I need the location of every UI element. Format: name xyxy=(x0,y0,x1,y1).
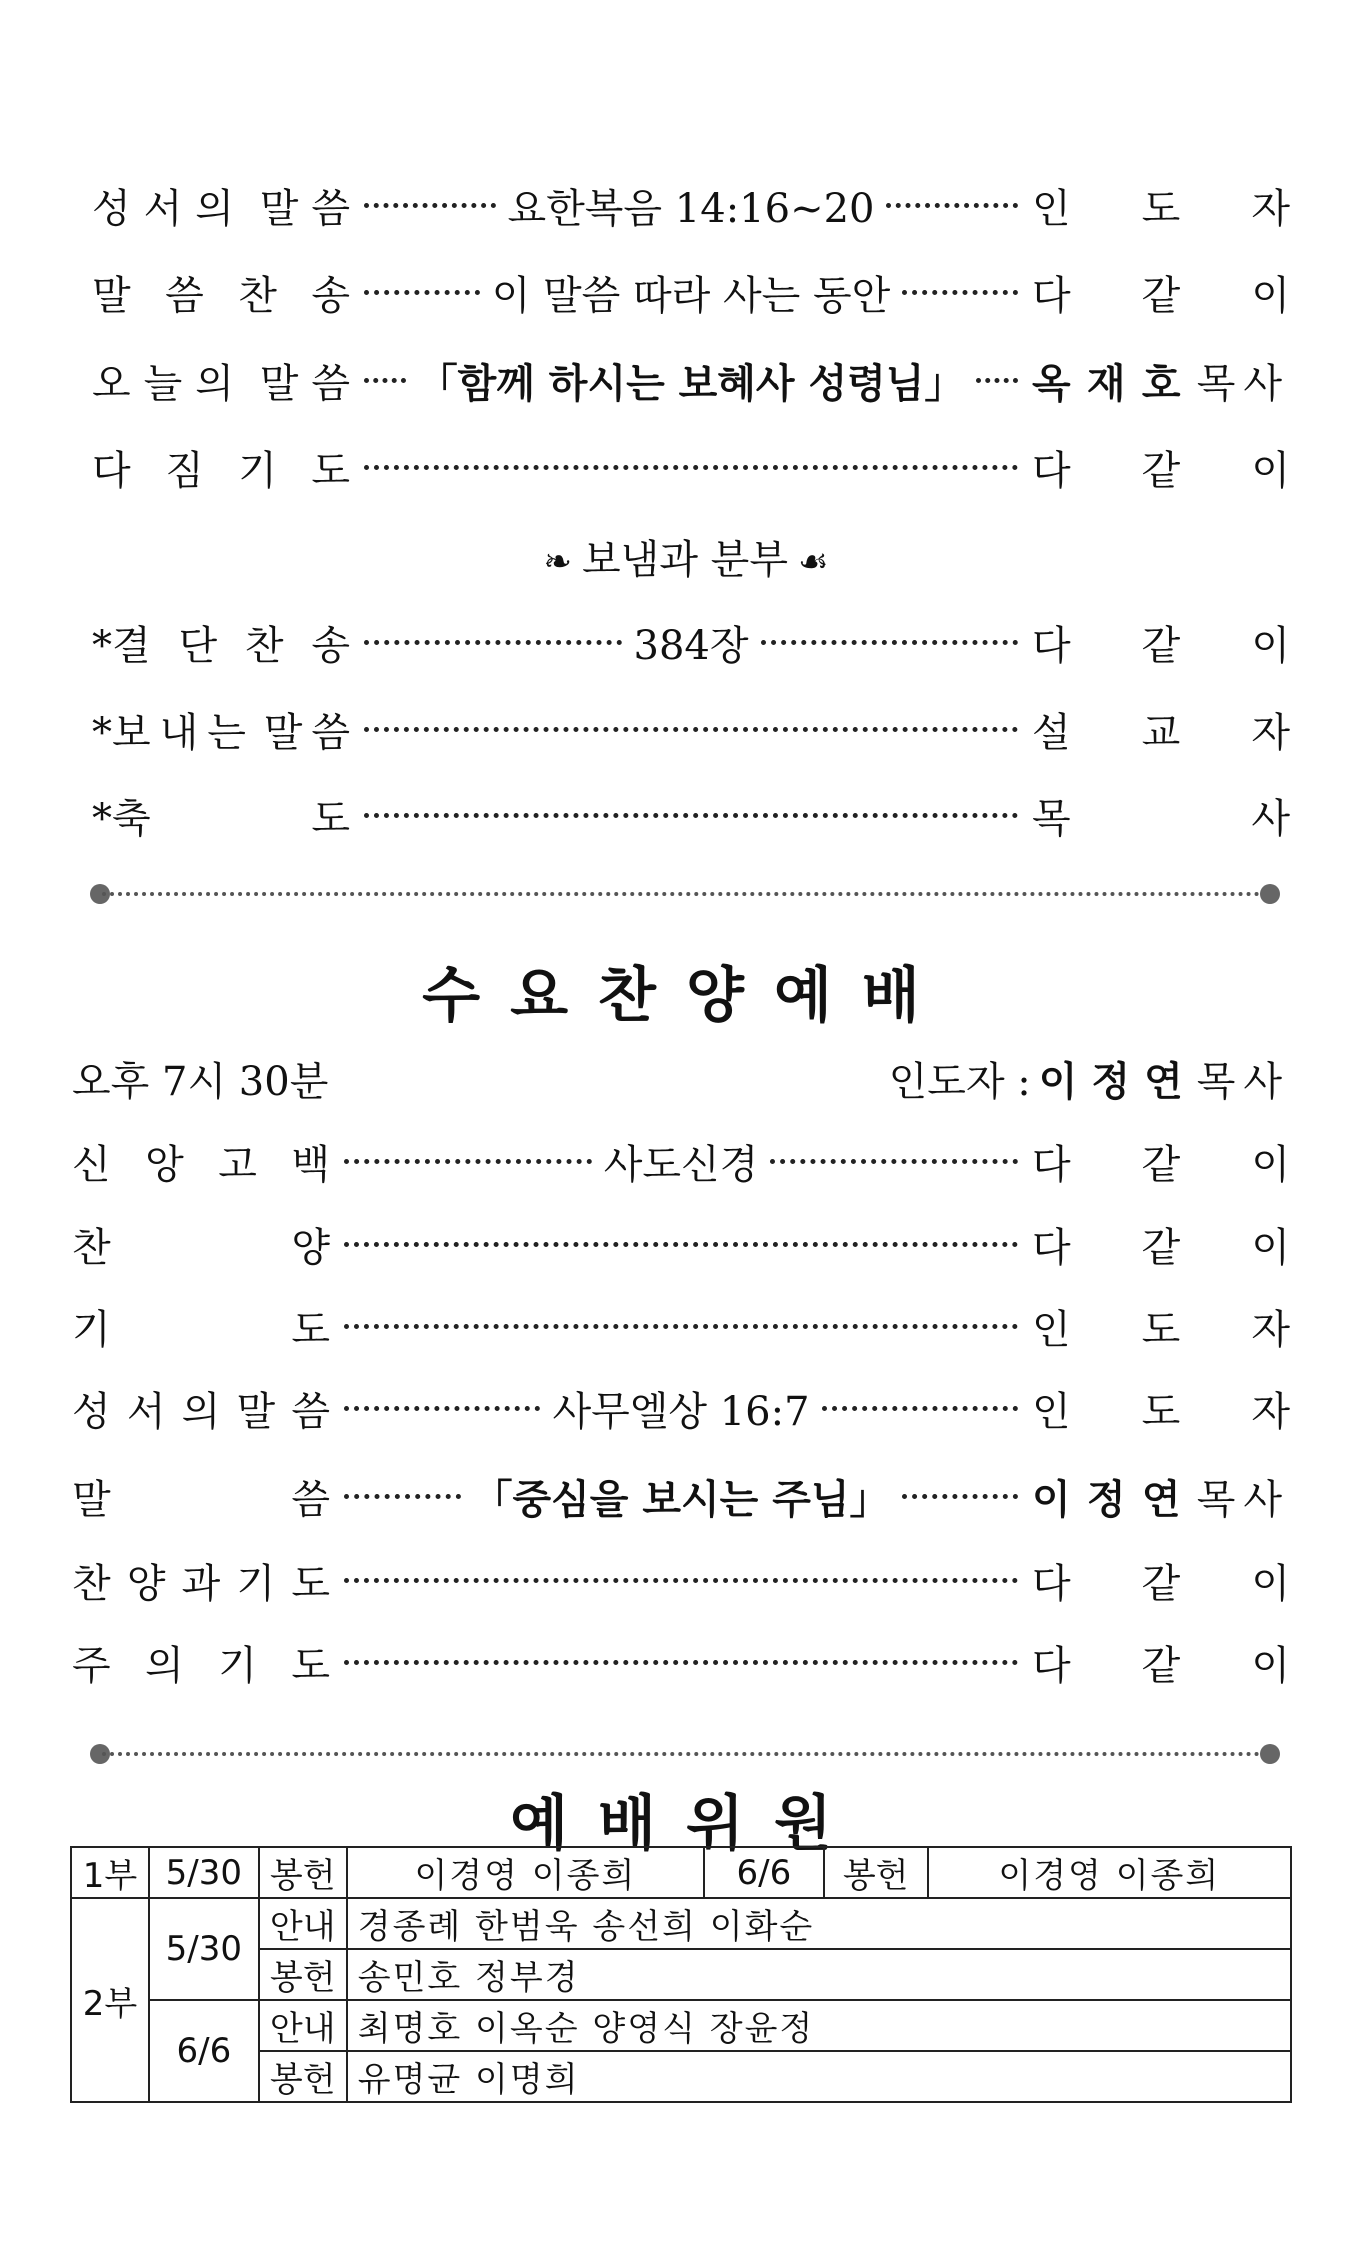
item-label-char: 도 xyxy=(291,1560,330,1607)
role-cell: 봉헌 xyxy=(259,2051,347,2102)
item-person xyxy=(1032,264,1290,321)
item-content: 사무엘상 16:7 xyxy=(552,1388,810,1435)
dot-leader xyxy=(364,727,1018,732)
dot-leader xyxy=(364,640,622,645)
dot-leader xyxy=(886,203,1018,208)
item-label-char: 기 xyxy=(72,1306,111,1353)
item-label-char: 주 xyxy=(72,1642,111,1689)
item-person-char: 인 xyxy=(1032,185,1071,232)
table-row xyxy=(71,1847,1291,1898)
item-person-char: 다 xyxy=(1032,1141,1071,1188)
dot-leader xyxy=(364,203,496,208)
item-label-char: 기 xyxy=(236,1560,276,1607)
item-leader xyxy=(344,1468,1018,1525)
item-label-char: 앙 xyxy=(145,1141,184,1188)
order-item xyxy=(92,437,1290,497)
item-person-char: 이 xyxy=(1251,272,1290,319)
item-label-char: 씀 xyxy=(311,185,350,232)
item-person-char: 같 xyxy=(1141,1560,1181,1607)
item-person-char: 같 xyxy=(1141,1642,1181,1689)
item-leader xyxy=(364,352,1018,409)
order-item xyxy=(72,1550,1290,1610)
item-label xyxy=(92,787,350,844)
item-label-char: 양 xyxy=(126,1560,166,1607)
role-cell: 안내 xyxy=(259,2000,347,2051)
item-person-char: 다 xyxy=(1032,622,1071,669)
names-cell: 유명균 이명희 xyxy=(347,2051,1291,2102)
flourish-left-icon: ❧ xyxy=(543,542,573,582)
sending-heading xyxy=(0,528,1372,585)
table-row xyxy=(71,2000,1291,2051)
item-person-char: 사 xyxy=(1251,795,1290,842)
item-label-char: 양 xyxy=(291,1224,330,1271)
leader-name: 이정연 xyxy=(1038,1058,1197,1105)
item-person-char: 이 xyxy=(1251,1642,1290,1689)
order-item xyxy=(72,1214,1290,1274)
item-person-char: 이 xyxy=(1251,622,1290,669)
item-label-char: 오 xyxy=(92,360,131,407)
item-person-char: 자 xyxy=(1251,1388,1290,1435)
item-label-char: 의 xyxy=(195,360,234,407)
item-label-char: 말 xyxy=(236,1388,276,1435)
order-item xyxy=(92,350,1290,410)
item-person-char: 재 xyxy=(1086,360,1126,407)
dot-leader xyxy=(902,290,1018,295)
item-label-char: 말 xyxy=(259,185,299,232)
item-label xyxy=(72,1552,330,1609)
date-cell: 5/30 xyxy=(149,1898,259,2000)
item-label xyxy=(92,439,350,496)
dot-leader xyxy=(344,1406,540,1411)
item-content: 사도신경 xyxy=(603,1141,759,1188)
item-label-char: 다 xyxy=(92,447,131,494)
item-leader xyxy=(364,727,1018,732)
item-leader xyxy=(364,264,1018,321)
item-person xyxy=(1032,614,1290,671)
dot-leader xyxy=(976,378,1018,383)
order-item xyxy=(72,1632,1290,1692)
role-cell: 봉헌 xyxy=(259,1949,347,2000)
names-cell: 경종례 한범욱 송선희 이화순 xyxy=(347,1898,1291,1949)
names-cell: 이경영 이종희 xyxy=(347,1847,704,1898)
item-label-char: 찬 xyxy=(244,622,284,669)
dot-leader xyxy=(344,1660,1018,1665)
item-label-char: 도 xyxy=(311,795,350,842)
item-label-char: 는 xyxy=(207,709,246,756)
wednesday-leader xyxy=(889,1050,1290,1107)
item-label xyxy=(92,614,350,671)
item-label xyxy=(72,1216,330,1273)
role-cell: 봉헌 xyxy=(824,1847,928,1898)
item-person-char: 연 xyxy=(1141,1476,1181,1523)
item-label-char: 내 xyxy=(159,709,199,756)
item-leader xyxy=(344,1324,1018,1329)
item-person xyxy=(1032,701,1290,758)
table-row xyxy=(71,1898,1291,1949)
names-cell: 이경영 이종희 xyxy=(928,1847,1291,1898)
item-leader xyxy=(344,1660,1018,1665)
dot-leader xyxy=(364,290,480,295)
item-person-char: 이 xyxy=(1251,1141,1290,1188)
wednesday-title: 수요찬양예배 xyxy=(422,961,950,1031)
dot-leader xyxy=(344,1578,1018,1583)
item-person-char: 이 xyxy=(1251,1224,1290,1271)
dot-leader xyxy=(344,1159,592,1164)
item-label-char: 말 xyxy=(72,1476,111,1523)
divider-line xyxy=(102,892,1268,896)
section-divider xyxy=(90,1742,1280,1766)
item-label-char: 의 xyxy=(195,185,234,232)
dot-leader xyxy=(364,813,1018,818)
item-label-char: *보 xyxy=(92,709,151,756)
item-label-char: 늘 xyxy=(143,360,183,407)
item-person-char: 다 xyxy=(1032,1224,1071,1271)
order-item xyxy=(72,1378,1290,1438)
item-content: 이 말씀 따라 사는 동안 xyxy=(491,272,891,319)
item-leader xyxy=(344,1578,1018,1583)
item-leader xyxy=(364,614,1018,671)
item-label-char: 고 xyxy=(218,1141,257,1188)
dot-leader xyxy=(364,465,1018,470)
dot-leader xyxy=(344,1494,461,1499)
item-person xyxy=(1032,1133,1290,1190)
item-label-char: 말 xyxy=(259,360,299,407)
item-person-char: 같 xyxy=(1141,622,1181,669)
item-label-char: 찬 xyxy=(72,1560,111,1607)
role-cell: 봉헌 xyxy=(259,1847,347,1898)
item-label-char: 단 xyxy=(178,622,218,669)
item-person-char: 도 xyxy=(1141,1388,1181,1435)
item-label-char: 기 xyxy=(238,447,277,494)
dot-leader xyxy=(344,1242,1018,1247)
item-person-char: 호 xyxy=(1141,360,1181,407)
item-label-char: 찬 xyxy=(238,272,277,319)
order-item xyxy=(92,175,1290,235)
item-label-char: 씀 xyxy=(165,272,204,319)
wednesday-time: 오후 7시 30분 xyxy=(72,1058,329,1105)
item-label xyxy=(72,1634,330,1691)
item-leader xyxy=(344,1242,1018,1247)
item-leader xyxy=(364,465,1018,470)
date-cell: 5/30 xyxy=(149,1847,259,1898)
item-leader xyxy=(364,813,1018,818)
item-label-char: 의 xyxy=(145,1642,184,1689)
item-person-char: 이 xyxy=(1032,1476,1071,1523)
date-cell: 6/6 xyxy=(149,2000,259,2102)
item-person-char: 자 xyxy=(1251,709,1290,756)
item-person xyxy=(1032,787,1290,844)
item-content: 「함께 하시는 보혜사 성령님」 xyxy=(417,360,965,407)
staff-table xyxy=(70,1846,1292,2103)
leader-title: 목사 xyxy=(1196,1058,1290,1105)
item-person-title: 목사 xyxy=(1196,1476,1290,1523)
staff-title: 예배위원 xyxy=(510,1789,862,1859)
item-person-title: 목사 xyxy=(1196,360,1290,407)
item-label xyxy=(92,177,350,234)
sending-heading-text: 보냄과 분부 xyxy=(582,537,788,583)
item-person-char: 자 xyxy=(1251,185,1290,232)
item-label xyxy=(92,701,350,758)
order-item xyxy=(72,1466,1290,1526)
item-label-char: 도 xyxy=(311,447,350,494)
item-label-char: 씀 xyxy=(311,360,350,407)
divider-dot-icon xyxy=(1260,1744,1280,1764)
names-cell: 최명호 이옥순 양영식 장윤정 xyxy=(347,2000,1291,2051)
item-person-char: 이 xyxy=(1251,1560,1290,1607)
item-label-char: 씀 xyxy=(291,1388,330,1435)
item-person-char: 목 xyxy=(1032,795,1071,842)
role-cell: 안내 xyxy=(259,1898,347,1949)
item-person xyxy=(1032,1552,1290,1609)
item-content: 384장 xyxy=(633,622,749,669)
item-label xyxy=(72,1380,330,1437)
item-person-char: 같 xyxy=(1141,447,1181,494)
item-person-char: 같 xyxy=(1141,1224,1181,1271)
item-label xyxy=(92,352,350,409)
item-person xyxy=(1032,1298,1290,1355)
item-person xyxy=(1032,1634,1290,1691)
item-label-char: 말 xyxy=(92,272,131,319)
order-item xyxy=(92,699,1290,759)
item-label xyxy=(72,1133,330,1190)
order-item xyxy=(92,612,1290,672)
item-label-char: 도 xyxy=(291,1642,330,1689)
dot-leader xyxy=(761,640,1019,645)
order-item xyxy=(72,1296,1290,1356)
item-person-char: 도 xyxy=(1141,1306,1181,1353)
item-label-char: 성 xyxy=(92,185,131,232)
item-label-char: 짐 xyxy=(165,447,204,494)
order-item xyxy=(92,262,1290,322)
item-label-char: 찬 xyxy=(72,1224,111,1271)
item-leader xyxy=(364,177,1018,234)
item-content: 「중심을 보시는 주님」 xyxy=(472,1476,890,1523)
item-person xyxy=(1032,177,1290,234)
dot-leader xyxy=(364,378,406,383)
item-label-char: 서 xyxy=(126,1388,166,1435)
item-content: 요한복음 14:16~20 xyxy=(507,185,875,232)
item-person-char: 도 xyxy=(1141,185,1181,232)
divider-dot-icon xyxy=(1260,884,1280,904)
item-label-char: 서 xyxy=(143,185,183,232)
item-person-char: 다 xyxy=(1032,1642,1071,1689)
item-person-char: 다 xyxy=(1032,447,1071,494)
item-label-char: 말 xyxy=(263,709,303,756)
item-person xyxy=(1032,439,1290,496)
item-label-char: *축 xyxy=(92,795,151,842)
dot-leader xyxy=(344,1324,1018,1329)
item-person-char: 같 xyxy=(1141,1141,1181,1188)
wednesday-info xyxy=(72,1048,1290,1108)
item-person-char: 이 xyxy=(1251,447,1290,494)
item-person-char: 다 xyxy=(1032,272,1071,319)
item-label xyxy=(92,264,350,321)
item-person-char: 같 xyxy=(1141,272,1181,319)
leader-label: 인도자 : xyxy=(888,1058,1031,1105)
date-cell: 6/6 xyxy=(704,1847,824,1898)
divider-line xyxy=(102,1752,1268,1756)
order-item xyxy=(72,1131,1290,1191)
item-label-char: 씀 xyxy=(311,709,350,756)
item-person-char: 인 xyxy=(1032,1388,1071,1435)
dot-leader xyxy=(822,1406,1018,1411)
item-person xyxy=(1032,1216,1290,1273)
item-label-char: 성 xyxy=(72,1388,111,1435)
order-item xyxy=(92,785,1290,845)
item-label-char: 의 xyxy=(181,1388,221,1435)
item-label xyxy=(72,1468,330,1525)
item-label-char: 백 xyxy=(291,1141,330,1188)
item-leader xyxy=(344,1380,1018,1437)
item-label-char: *결 xyxy=(92,622,151,669)
item-label-char: 과 xyxy=(181,1560,221,1607)
item-person-char: 정 xyxy=(1086,1476,1126,1523)
item-label-char: 씀 xyxy=(291,1476,330,1523)
item-label xyxy=(72,1298,330,1355)
item-label-char: 기 xyxy=(218,1642,257,1689)
item-label-char: 신 xyxy=(72,1141,111,1188)
item-label-char: 도 xyxy=(291,1306,330,1353)
flourish-right-icon: ☙ xyxy=(797,542,829,582)
item-person-char: 자 xyxy=(1251,1306,1290,1353)
item-label-char: 송 xyxy=(311,622,350,669)
item-person-char: 교 xyxy=(1141,709,1181,756)
item-person xyxy=(1032,1380,1290,1437)
item-person-char: 다 xyxy=(1032,1560,1071,1607)
item-person-char: 인 xyxy=(1032,1306,1071,1353)
names-cell: 송민호 정부경 xyxy=(347,1949,1291,2000)
section-divider xyxy=(90,882,1280,906)
part-cell: 2부 xyxy=(71,1898,149,2102)
item-leader xyxy=(344,1133,1018,1190)
item-person-char: 설 xyxy=(1032,709,1071,756)
part-cell: 1부 xyxy=(71,1847,149,1898)
dot-leader xyxy=(902,1494,1019,1499)
dot-leader xyxy=(770,1159,1018,1164)
item-person xyxy=(1032,1468,1290,1525)
item-person-char: 옥 xyxy=(1032,360,1071,407)
item-person xyxy=(1032,352,1290,409)
item-label-char: 송 xyxy=(311,272,350,319)
